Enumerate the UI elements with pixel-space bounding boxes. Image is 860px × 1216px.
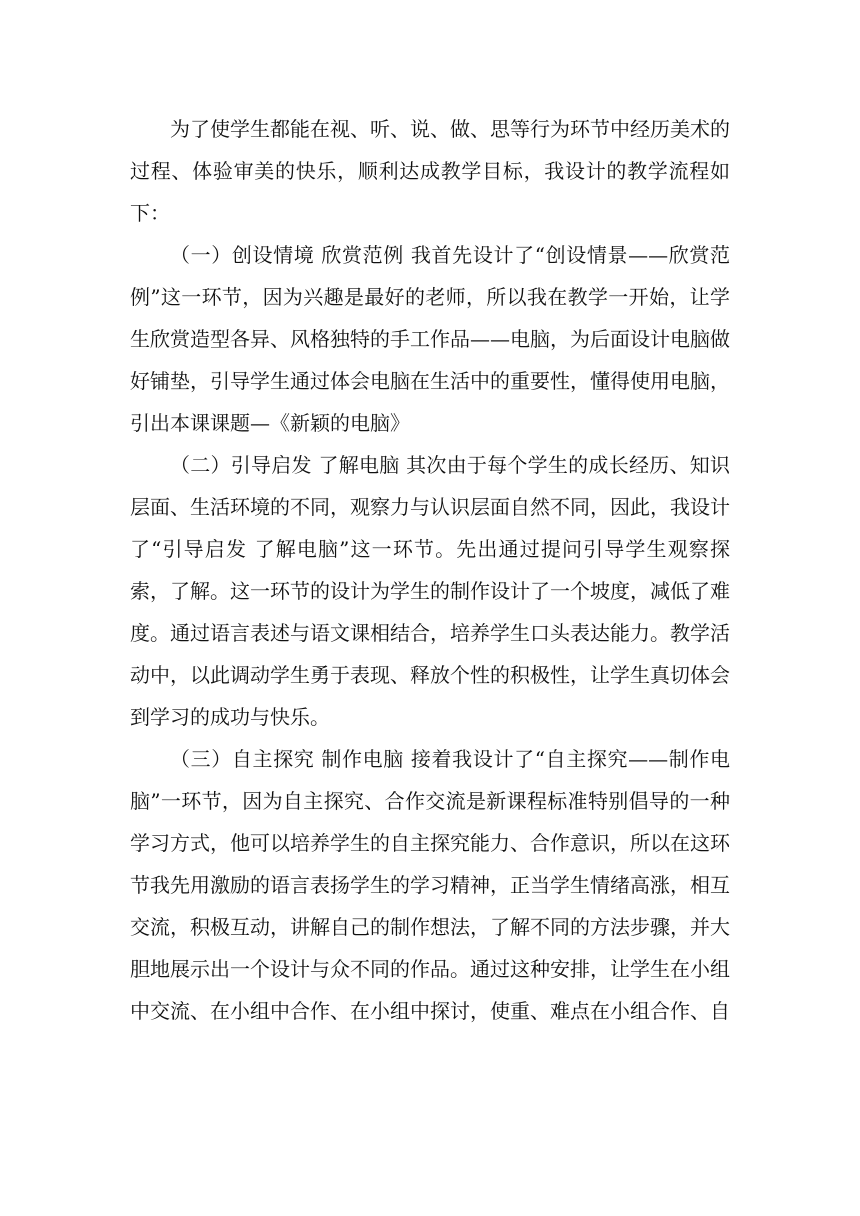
paragraph-step-2: （二）引导启发 了解电脑 其次由于每个学生的成长经历、知识层面、生活环境的不同，观察力与认识层面自然不同，因此，我设计了“引导启发 了解电脑”这一环节。先出通过提问引导学生观察探索，了解。这一环节的设计为学生的制作设计了一个坡度，减低了难度。通过语言表述与语文课相结合，培养学生口头表达能力。教学活动中，以此调动学生勇于表现、释放个性的积极性，让学生真切体会到学习的成功与快乐。: [130, 453, 730, 729]
document-body: [130, 108, 730, 1032]
paragraph-step-1: （一）创设情境 欣赏范例 我首先设计了“创设情景——欣赏范例”这一环节，因为兴趣是最好的老师，所以我在教学一开始，让学生欣赏造型各异、风格独特的手工作品——电脑，为后面设计电脑做好铺垫，引导学生通过体会电脑在生活中的重要性，懂得使用电脑，引出本课课题—《新颖的电脑》: [130, 243, 730, 435]
paragraph-intro: 为了使学生都能在视、听、说、做、思等行为环节中经历美术的过程、体验审美的快乐，顺利达成教学目标，我设计的教学流程如下：: [130, 117, 730, 225]
paragraph-step-3: （三）自主探究 制作电脑 接着我设计了“自主探究——制作电脑”一环节，因为自主探究、合作交流是新课程标准特别倡导的一种学习方式，他可以培养学生的自主探究能力、合作意识，所以在这环节我先用激励的语言表扬学生的学习精神，正当学生情绪高涨，相互交流，积极互动，讲解自己的制作想法，了解不同的方法步骤，并大胆地展示出一个设计与众不同的作品。通过这种安排，让学生在小组中交流、在小组中合作、在小组中探讨，使重、难点在小组合作、自: [130, 747, 730, 1023]
